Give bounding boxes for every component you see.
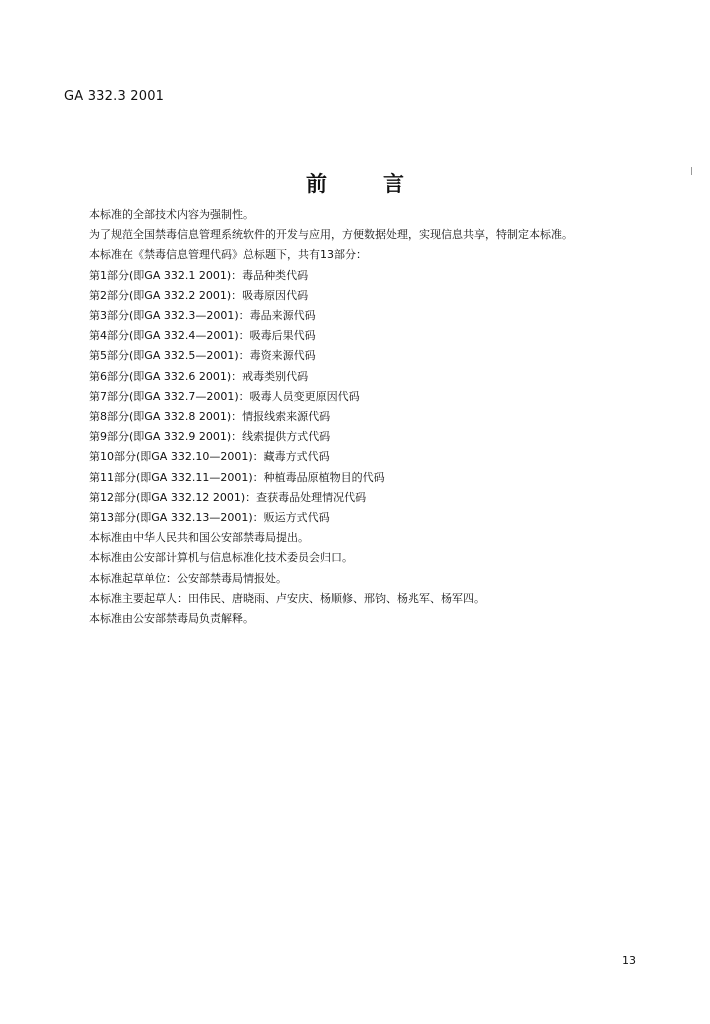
paragraph-line: 本标准主要起草人：田伟民、唐晓雨、卢安庆、杨顺修、邢钧、杨兆军、杨军四。 [89, 591, 485, 605]
paragraph-line: 本标准的全部技术内容为强制性。 [89, 208, 254, 221]
paragraph-line: 本标准由公安部禁毒局负责解释。 [89, 612, 254, 626]
paragraph-line: 本标准由中华人民共和国公安部禁毒局提出。 [89, 531, 309, 545]
part-list-item: 第10部分(即GA 332.10—2001)：藏毒方式代码 [89, 450, 330, 464]
part-list-item: 第7部分(即GA 332.7—2001)：吸毒人员变更原因代码 [89, 389, 360, 403]
foreword-body [89, 205, 679, 629]
paragraph-line: 本标准由公安部计算机与信息标准化技术委员会归口。 [89, 551, 353, 565]
part-list-item: 第4部分(即GA 332.4—2001)：吸毒后果代码 [89, 329, 316, 343]
part-list-item: 第3部分(即GA 332.3—2001)：毒品来源代码 [89, 309, 316, 323]
part-list-item: 第11部分(即GA 332.11—2001)：种植毒品原植物目的代码 [89, 470, 385, 484]
part-list-item: 第9部分(即GA 332.9 2001)：线索提供方式代码 [89, 430, 331, 444]
standard-code-header: GA 332.3 2001 [64, 89, 165, 104]
part-list-item: 第2部分(即GA 332.2 2001)：吸毒原因代码 [89, 288, 309, 302]
part-list-item: 第6部分(即GA 332.6 2001)：戒毒类别代码 [89, 369, 309, 383]
part-list-item: 第5部分(即GA 332.5—2001)：毒资来源代码 [89, 349, 316, 363]
part-list-item: 第8部分(即GA 332.8 2001)：情报线索来源代码 [89, 410, 331, 424]
part-list-item: 第13部分(即GA 332.13—2001)：贩运方式代码 [89, 511, 330, 525]
page-title: 前言 [306, 171, 460, 196]
part-list-item: 第12部分(即GA 332.12 2001)：查获毒品处理情况代码 [89, 490, 367, 504]
paragraph-line: 本标准起草单位：公安部禁毒局情报处。 [89, 571, 287, 585]
page-number: 13 [622, 954, 636, 967]
paragraph-line: 本标准在《禁毒信息管理代码》总标题下，共有13部分： [89, 248, 367, 262]
paragraph-line: 为了规范全国禁毒信息管理系统软件的开发与应用，方便数据处理，实现信息共享，特制定本标准。 [89, 228, 573, 242]
part-list-item: 第1部分(即GA 332.1 2001)：毒品种类代码 [89, 268, 309, 282]
